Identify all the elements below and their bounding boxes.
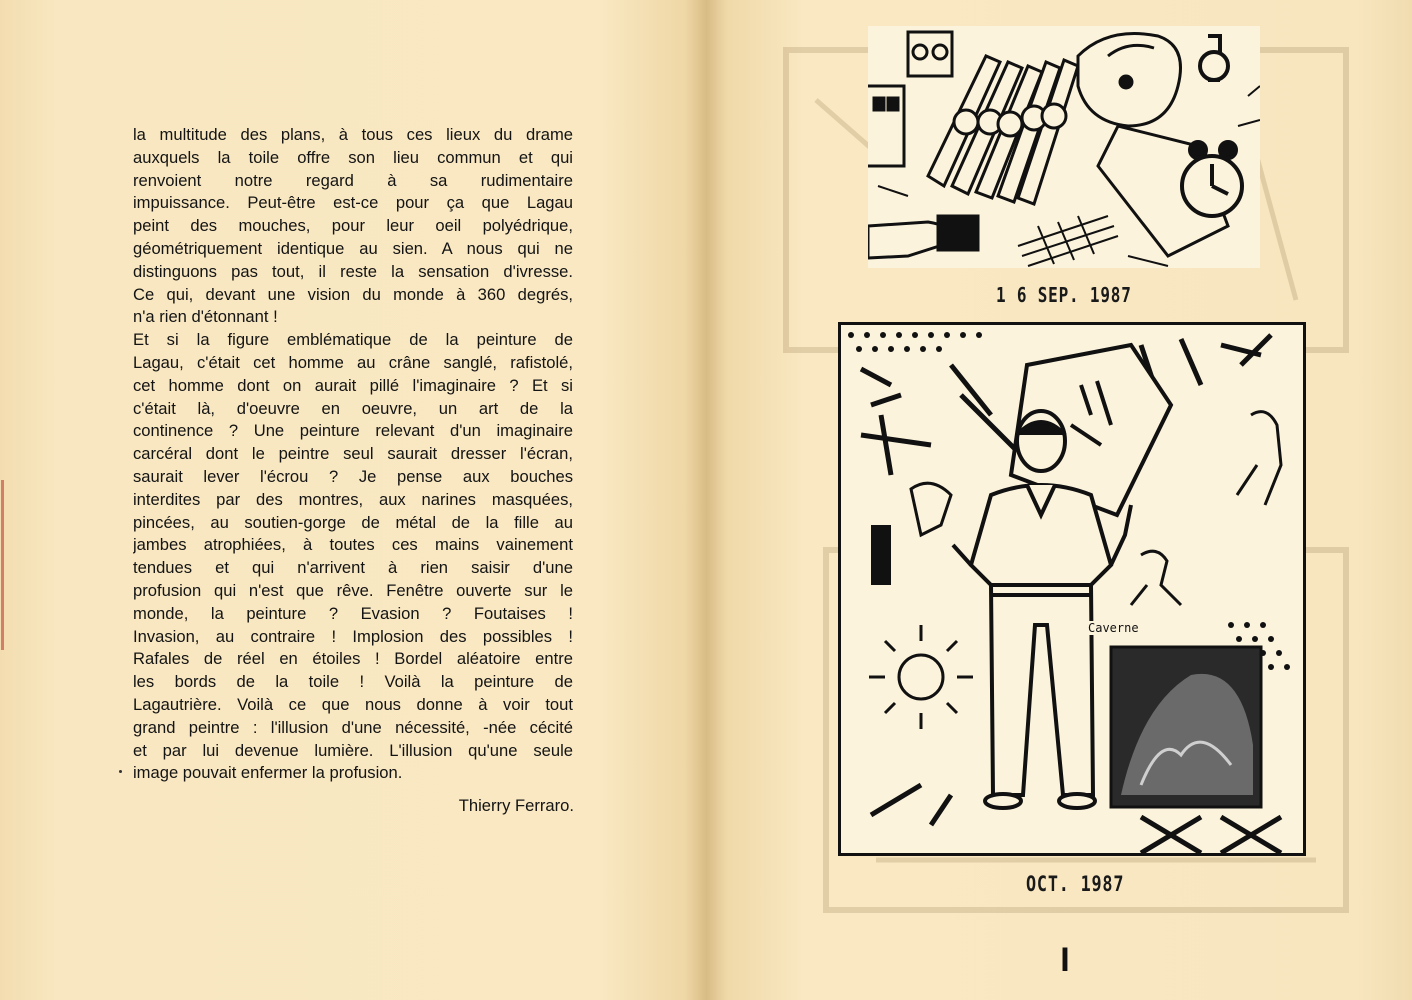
page-number: I bbox=[1060, 941, 1070, 979]
essay-line: saurait lever l'écrou ? Je pense aux bouches bbox=[133, 466, 573, 486]
essay-line: Rafales de réel en étoiles ! Bordel aléatoire entre bbox=[133, 649, 573, 669]
essay-line: cet homme dont on aurait pillé l'imaginaire ? Et si bbox=[133, 375, 573, 395]
essay-line: continence ? Une peinture relevant d'un imaginaire bbox=[133, 421, 573, 441]
red-page-edge bbox=[1, 480, 4, 650]
top-illustration bbox=[868, 26, 1260, 268]
comic-collage-watches bbox=[868, 26, 1260, 268]
essay-line: Lagau, c'était cet homme au crâne sanglé, rafistolé, bbox=[133, 352, 573, 372]
bottom-illustration bbox=[838, 322, 1306, 856]
essay-line: c'était là, d'oeuvre en oeuvre, un art de la bbox=[133, 398, 573, 418]
essay-line: pincées, au soutien-gorge de métal de la fille au bbox=[133, 512, 573, 532]
essay-line: la multitude des plans, à tous ces lieux du drame bbox=[133, 125, 573, 144]
author-signature: Thierry Ferraro. bbox=[458, 796, 574, 815]
essay-line: les bords de la toile ! Voilà la peinture de bbox=[133, 672, 573, 692]
essay-line: renvoient notre regard à sa rudimentaire bbox=[133, 170, 573, 190]
essay-line: distinguons pas tout, il reste la sensation d'ivresse. bbox=[133, 261, 573, 281]
essay-line: Lagautrière. Voilà ce que nous donne à voir tout bbox=[133, 694, 573, 714]
essay-line: Ce qui, devant une vision du monde à 360 degrés, bbox=[133, 284, 573, 304]
essay-line: jambes atrophiées, à toutes ces mains vainement bbox=[133, 535, 573, 555]
essay-line: image pouvait enfermer la profusion. bbox=[133, 763, 403, 783]
essay-line: impuissance. Peut-être est-ce pour ça que Lagau bbox=[133, 193, 573, 213]
essay-line: auxquels la toile offre son lieu commun et qui bbox=[133, 147, 573, 167]
ink-speck bbox=[119, 770, 122, 773]
essay-line: grand peintre : l'illusion d'une nécessité, -née cécité bbox=[133, 717, 573, 737]
essay-line: Et si la figure emblématique de la peinture de bbox=[133, 330, 573, 350]
essay-line: monde, la peinture ? Evasion ? Foutaises ! bbox=[133, 603, 573, 623]
essay-line: géométriquement identique au sien. A nous qui ne bbox=[133, 238, 573, 258]
comic-collage-man-caverne bbox=[841, 325, 1303, 853]
essay-line: profusion qui n'est que rêve. Fenêtre ouverte sur le bbox=[133, 580, 573, 600]
date-stamp-bottom: OCT. 1987 bbox=[1026, 872, 1125, 896]
essay-line: tendues et qui n'arrivent à rien saisir d'une bbox=[133, 558, 573, 578]
essay-line: carcéral dont le peintre seul saurait dresser l'écran, bbox=[133, 444, 573, 464]
illustration-caption: Caverne bbox=[1088, 621, 1139, 635]
essay-line: Invasion, au contraire ! Implosion des possibles ! bbox=[133, 626, 573, 646]
essay-line: interdites par des montres, aux narines masquées, bbox=[133, 489, 573, 509]
date-stamp-top: 1 6 SEP. 1987 bbox=[996, 283, 1132, 307]
essay-line: n'a rien d'étonnant ! bbox=[133, 307, 278, 327]
essay-line: peint des mouches, pour leur oeil polyédrique, bbox=[133, 216, 573, 236]
essay-text bbox=[133, 124, 573, 785]
essay-line: et par lui devenue lumière. L'illusion qu'une seule bbox=[133, 740, 573, 760]
